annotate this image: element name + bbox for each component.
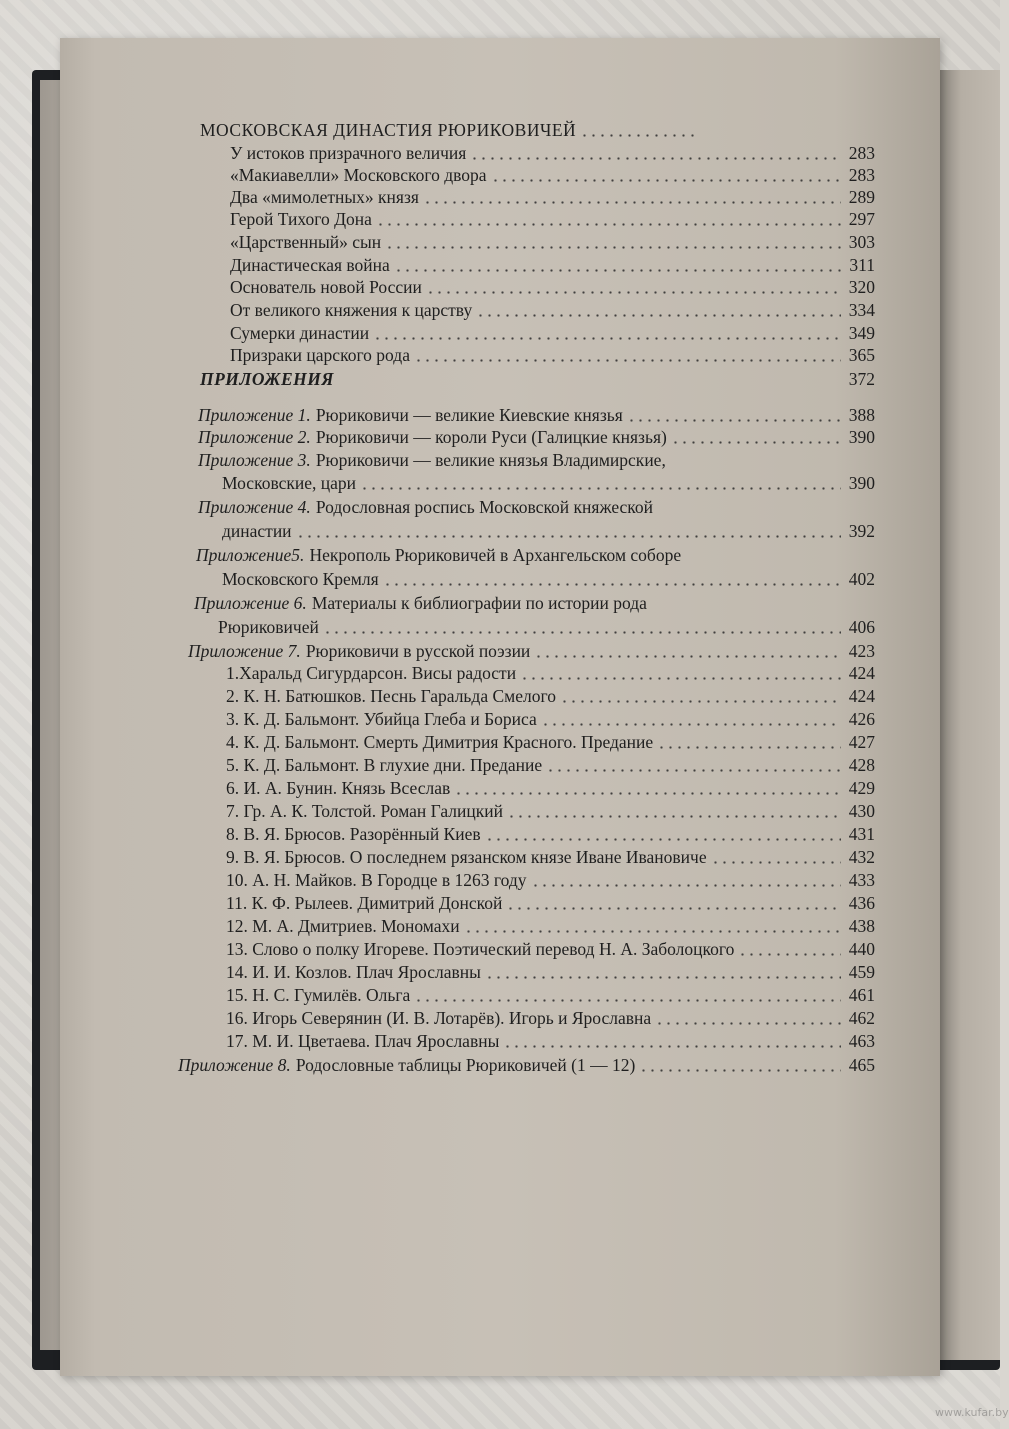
poem-page: 429 [848,778,875,798]
leader-dots [376,223,841,226]
appendix-row [196,545,836,566]
poem-title: 15. Н. С. Гумилёв. Ольга [226,985,411,1005]
leader-dots [506,907,841,910]
leader-dots [711,861,841,864]
appendix-row [198,405,875,426]
chapter-title: Герой Тихого Дона [230,209,372,229]
chapter-row [230,187,875,208]
poem-row [226,755,875,776]
chapter-page: 283 [848,143,875,163]
appendix-text: Родословная роспись Московской княжеской [315,497,654,517]
appendix-row [198,450,838,471]
watermark: www.kufar.by [935,1406,1009,1419]
leader-dots [738,953,841,956]
poem-page: 428 [848,755,875,775]
poem-row [226,916,875,937]
poem-row [226,1008,875,1029]
leader-dots [485,838,841,841]
leader-dots [423,201,841,204]
leader-dots [580,134,694,137]
leader-dots [485,976,841,979]
leader-dots [470,157,841,160]
chapter-title: «Макиавелли» Московского двора [230,165,487,185]
appendix-text-continued: Московского Кремля [222,569,379,589]
poem-page: 432 [848,847,875,867]
poem-title: 17. М. И. Цветаева. Плач Ярославны [226,1031,500,1051]
poem-row [226,709,875,730]
leader-dots [627,419,841,422]
poem-page: 462 [848,1008,875,1028]
poem-title: 13. Слово о полку Игореве. Поэтический перевод Н. А. Заболоцкого [226,939,735,959]
leader-dots [383,583,841,586]
appendix-text-continued: Рюриковичей [218,617,319,637]
chapter-page: 297 [848,209,875,229]
poem-title: 3. К. Д. Бальмонт. Убийца Глеба и Бориса [226,709,537,729]
section-title: МОСКОВСКАЯ ДИНАСТИЯ РЮРИКОВИЧЕЙ [200,120,577,140]
chapter-row [230,232,875,253]
chapter-title: «Царственный» сын [230,232,382,252]
chapter-row [230,165,875,186]
appendix-page: 423 [848,641,875,661]
leader-dots [373,337,841,340]
poem-page: 431 [848,824,875,844]
appendix-text-continued: династии [222,521,292,541]
poem-page: 430 [848,801,875,821]
chapter-title: Основатель новой России [230,277,422,297]
poem-page: 438 [848,916,875,936]
appendix-label: Приложение 2. [198,427,311,447]
chapter-row [230,277,875,298]
appendix-text: Рюриковичи — короли Руси (Галицкие князья) [315,427,667,447]
leader-dots [385,246,841,249]
leader-dots [394,269,841,272]
poem-title: 9. В. Я. Брюсов. О последнем рязанском князе Иване Ивановиче [226,847,707,867]
poem-page: 459 [848,962,875,982]
poem-page: 461 [848,985,875,1005]
section-title-row [200,120,698,141]
poem-title: 14. И. И. Козлов. Плач Ярославны [226,962,481,982]
chapter-page: 289 [848,187,875,207]
appendix-text: Родословные таблицы Рюриковичей (1 — 12) [295,1055,636,1075]
appendix-row [178,1055,875,1076]
appendix-row-continuation [222,569,875,590]
chapter-row [230,209,875,230]
appendices-heading: ПРИЛОЖЕНИЯ [200,369,334,389]
leader-dots [657,746,841,749]
appendix-row [188,641,875,662]
poem-page: 436 [848,893,875,913]
appendix-text: Рюриковичи в русской поэзии [305,641,531,661]
poem-row [226,939,875,960]
poem-title: 11. К. Ф. Рылеев. Димитрий Донской [226,893,503,913]
appendix-label: Приложение 6. [194,593,307,613]
poem-row [226,663,875,684]
poem-title: 12. М. А. Дмитриев. Мономахи [226,916,460,936]
chapter-title: От великого княжения к царству [230,300,473,320]
poem-title: 10. А. Н. Майков. В Городце в 1263 году [226,870,527,890]
leader-dots [534,655,841,658]
poem-row [226,778,875,799]
chapter-page: 334 [848,300,875,320]
chapter-title: Два «мимолетных» князя [230,187,419,207]
leader-dots [414,999,841,1002]
appendix-text: Некрополь Рюриковичей в Архангельском соборе [309,545,682,565]
poem-title: 4. К. Д. Бальмонт. Смерть Димитрия Красного. Предание [226,732,654,752]
chapter-page: 349 [848,323,875,343]
chapter-page: 283 [848,165,875,185]
leader-dots [426,291,841,294]
appendix-label: Приложение 8. [178,1055,291,1075]
appendix-page: 390 [848,473,875,493]
poem-title: 6. И. А. Бунин. Князь Всеслав [226,778,451,798]
appendix-label: Приложение 7. [188,641,301,661]
poem-row [226,824,875,845]
leader-dots [323,631,841,634]
poem-title: 16. Игорь Северянин (И. В. Лотарёв). Игорь и Ярославна [226,1008,652,1028]
poem-row [226,732,875,753]
chapter-row [230,323,875,344]
facing-page [935,70,1000,1360]
leader-dots [454,792,841,795]
leader-dots [546,769,841,772]
chapter-row [230,345,875,366]
appendix-text: Рюриковичи — великие князья Владимирские, [315,450,666,470]
poem-row [226,1031,875,1052]
poem-page: 426 [848,709,875,729]
poem-row [226,801,875,822]
appendix-row-continuation [218,617,875,638]
appendix-label: Приложение 3. [198,450,311,470]
leader-dots [541,723,841,726]
chapter-row [230,255,875,276]
poem-page: 427 [848,732,875,752]
chapter-row [230,300,875,321]
poem-row [226,847,875,868]
appendix-row-continuation [222,473,875,494]
poem-row [226,893,875,914]
leader-dots [360,487,841,490]
leader-dots [476,314,841,317]
leader-dots [507,815,841,818]
leader-dots [491,179,841,182]
leader-dots [655,1022,841,1025]
chapter-page: 303 [848,232,875,252]
leader-dots [520,677,841,680]
chapter-row [230,143,875,164]
leader-dots [296,535,841,538]
appendix-page: 402 [848,569,875,589]
appendix-row [198,427,875,448]
appendix-label: Приложение 4. [198,497,311,517]
chapter-page: 365 [848,345,875,365]
chapter-page: 311 [849,255,875,275]
poem-page: 463 [848,1031,875,1051]
appendix-page: 465 [848,1055,875,1075]
poem-page: 433 [848,870,875,890]
poem-title: 8. В. Я. Брюсов. Разорённый Киев [226,824,481,844]
chapter-page: 320 [848,277,875,297]
leader-dots [464,930,841,933]
appendix-label: Приложение5. [196,545,305,565]
appendix-page: 392 [848,521,875,541]
poem-row [226,686,875,707]
appendix-row-continuation [222,521,875,542]
appendix-page: 390 [848,427,875,447]
appendix-page: 388 [848,405,875,425]
appendix-text: Рюриковичи — великие Киевские князья [315,405,623,425]
leader-dots [560,700,841,703]
leader-dots [671,441,841,444]
leader-dots [531,884,841,887]
poem-title: 7. Гр. А. К. Толстой. Роман Галицкий [226,801,503,821]
appendix-row [194,593,834,614]
leader-dots [503,1045,841,1048]
poem-title: 2. К. Н. Батюшков. Песнь Гаральда Смелого [226,686,556,706]
leader-dots [639,1069,841,1072]
appendices-heading-row [200,369,875,390]
appendix-label: Приложение 1. [198,405,311,425]
appendix-text: Материалы к библиографии по истории рода [311,593,647,613]
poem-page: 424 [848,663,875,683]
chapter-title: Призраки царского рода [230,345,410,365]
poem-page: 424 [848,686,875,706]
leader-dots [414,359,841,362]
poem-row [226,870,875,891]
poem-row [226,985,875,1006]
poem-title: 5. К. Д. Бальмонт. В глухие дни. Предание [226,755,543,775]
poem-page: 440 [848,939,875,959]
chapter-title: Сумерки династии [230,323,370,343]
appendices-heading-page: 372 [848,369,875,389]
appendix-row [198,497,838,518]
chapter-title: У истоков призрачного величия [230,143,467,163]
poem-title: 1.Харальд Сигурдарсон. Висы радости [226,663,517,683]
chapter-title: Династическая война [230,255,390,275]
appendix-page: 406 [848,617,875,637]
poem-row [226,962,875,983]
appendix-text-continued: Московские, цари [222,473,357,493]
